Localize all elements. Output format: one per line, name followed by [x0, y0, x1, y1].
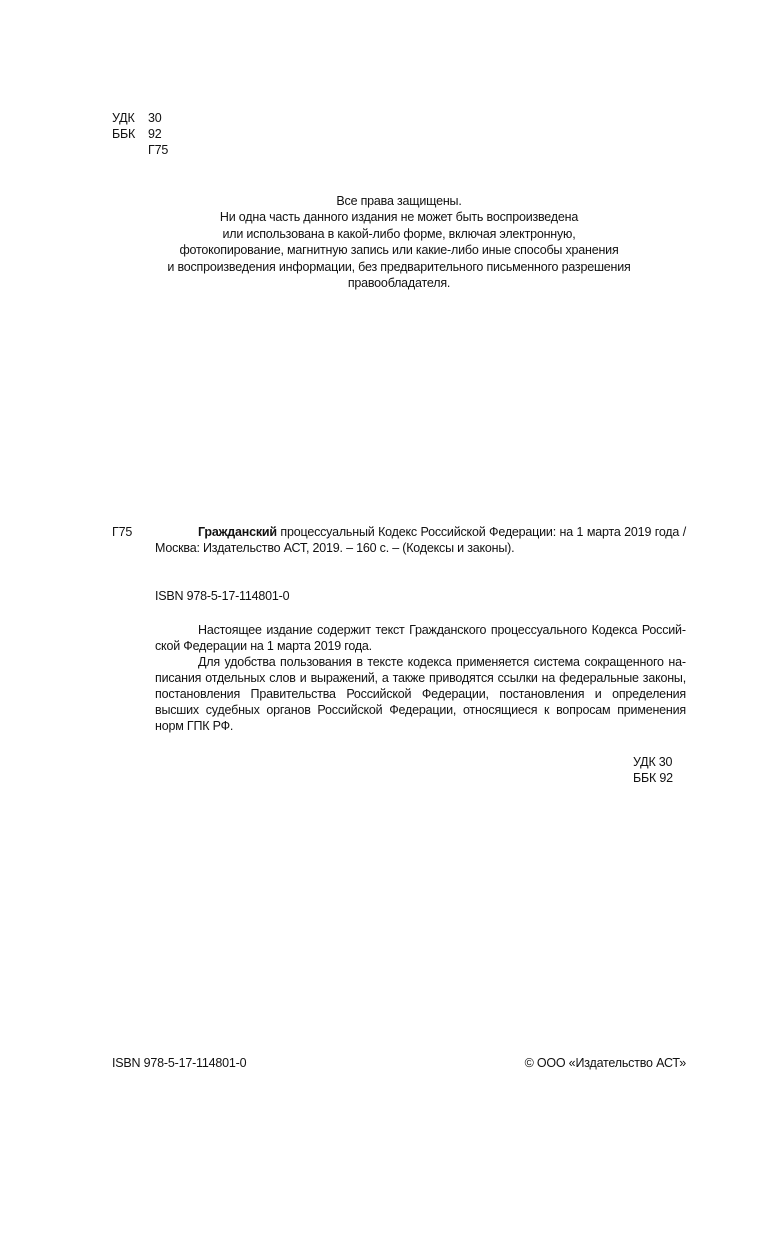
annotation — [155, 622, 686, 734]
rights-line: или использована в какой-либо форме, включая электронную, — [222, 226, 576, 241]
author-mark-value: Г75 — [148, 143, 169, 157]
udk-row — [112, 110, 162, 126]
udk-code: УДК 30 — [633, 755, 673, 769]
bbk-code: ББК 92 — [633, 771, 673, 785]
rights-line: и воспроизведения информации, без предварительного письменного разрешения — [167, 259, 631, 274]
isbn-line: ISBN 978-5-17-114801-0 — [155, 589, 290, 603]
udk-value: 30 — [148, 111, 162, 125]
annotation-paragraph: Для удобства пользования в тексте кодекса применяется система сокращенного написания отдельных слов и выражений, а также приводятся ссылки на федеральные законы, постановления Правительства Российской Федерации, постановления и определения высших судебных органов Российской Федерации, относящиеся к вопросам применения норм ГПК РФ. — [155, 655, 686, 733]
rights-line: Ни одна часть данного издания не может быть воспроизведена — [219, 210, 579, 225]
author-mark-row — [112, 142, 168, 158]
bib-title-bold: Гражданский — [198, 525, 277, 539]
bbk-row — [112, 126, 162, 142]
codes-right — [633, 754, 673, 786]
bib-description — [155, 524, 686, 556]
udk-label: УДК — [112, 111, 135, 125]
rights-line: Все права защищены. — [336, 194, 462, 208]
bbk-value: 92 — [148, 127, 162, 141]
bib-title-rest: процессуальный Кодекс Российской Федерации: на 1 марта 2019 года / Москва: Издательство АСТ, 2019. – 160 с. – (Кодексы и законы). — [155, 525, 686, 555]
rights-line: фотокопирование, магнитную запись или какие-либо иные способы хранения — [179, 243, 619, 258]
rights-line: правообладателя. — [347, 275, 451, 290]
bib-author-mark: Г75 — [112, 525, 133, 539]
footer-isbn: ISBN 978-5-17-114801-0 — [112, 1056, 247, 1070]
annotation-paragraph: Настоящее издание содержит текст Гражданского процессуального Кодекса Российской Федерации на 1 марта 2019 года. — [155, 623, 686, 653]
footer-copyright: © ООО «Издательство АСТ» — [524, 1056, 686, 1070]
bbk-label: ББК — [112, 127, 136, 141]
rights-notice — [130, 193, 668, 291]
